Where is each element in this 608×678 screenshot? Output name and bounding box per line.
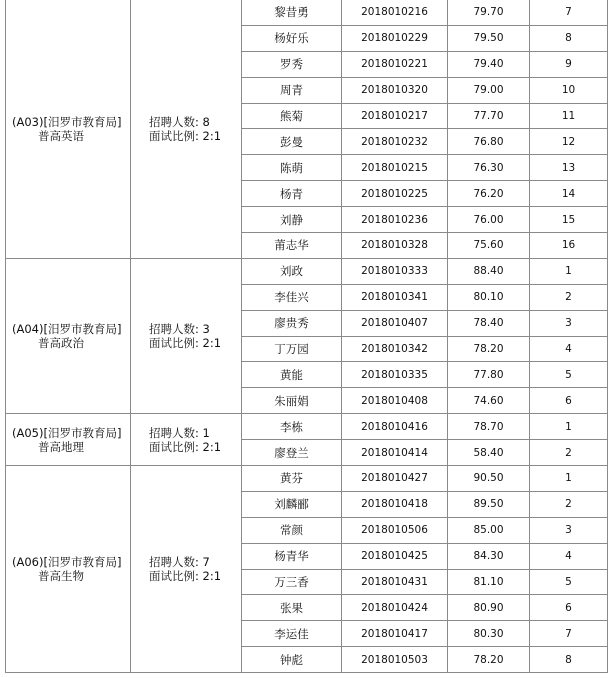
hire-count: 招聘人数: 8 (149, 114, 210, 129)
exam-score: 76.80 (448, 129, 530, 155)
candidate-name: 刘静 (242, 207, 342, 233)
hiring-info-cell (131, 0, 242, 258)
candidate-rank: 7 (530, 0, 608, 25)
exam-number: 2018010506 (342, 517, 448, 543)
position-subject: 普高英语 (38, 128, 84, 143)
exam-score: 89.50 (448, 491, 530, 517)
candidate-name: 丁万园 (242, 336, 342, 362)
candidate-name: 周青 (242, 77, 342, 103)
table-row (6, 258, 608, 284)
exam-number: 2018010333 (342, 258, 448, 284)
exam-score: 80.90 (448, 595, 530, 621)
exam-score: 78.20 (448, 647, 530, 673)
exam-number: 2018010424 (342, 595, 448, 621)
candidate-name: 常颜 (242, 517, 342, 543)
candidate-name: 钟彪 (242, 647, 342, 673)
candidate-name: 熊菊 (242, 103, 342, 129)
candidate-name: 廖登兰 (242, 440, 342, 466)
exam-number: 2018010217 (342, 103, 448, 129)
table-row (6, 466, 608, 492)
candidate-rank: 8 (530, 647, 608, 673)
exam-number: 2018010232 (342, 129, 448, 155)
position-cell (6, 258, 131, 413)
results-table-body (6, 0, 608, 673)
exam-score: 58.40 (448, 440, 530, 466)
exam-number: 2018010320 (342, 77, 448, 103)
exam-number: 2018010341 (342, 284, 448, 310)
exam-number: 2018010427 (342, 466, 448, 492)
candidate-rank: 3 (530, 517, 608, 543)
exam-number: 2018010431 (342, 569, 448, 595)
candidate-name: 李栋 (242, 414, 342, 440)
exam-number: 2018010416 (342, 414, 448, 440)
exam-score: 77.70 (448, 103, 530, 129)
candidate-name: 刘政 (242, 258, 342, 284)
exam-score: 80.30 (448, 621, 530, 647)
exam-number: 2018010417 (342, 621, 448, 647)
candidate-name: 黎昔勇 (242, 0, 342, 25)
candidate-name: 陈萌 (242, 155, 342, 181)
exam-score: 78.40 (448, 310, 530, 336)
candidate-rank: 13 (530, 155, 608, 181)
position-code: (A04)[汨罗市教育局] (12, 322, 122, 337)
exam-score: 81.10 (448, 569, 530, 595)
candidate-name: 张果 (242, 595, 342, 621)
exam-number: 2018010221 (342, 51, 448, 77)
candidate-name: 杨青华 (242, 543, 342, 569)
position-subject: 普高地理 (38, 439, 84, 454)
candidate-name: 杨好乐 (242, 25, 342, 51)
candidate-rank: 4 (530, 336, 608, 362)
candidate-rank: 15 (530, 207, 608, 233)
exam-score: 80.10 (448, 284, 530, 310)
candidate-name: 莆志华 (242, 233, 342, 259)
candidate-name: 廖贵秀 (242, 310, 342, 336)
candidate-rank: 12 (530, 129, 608, 155)
candidate-rank: 2 (530, 284, 608, 310)
candidate-rank: 2 (530, 440, 608, 466)
position-code: (A06)[汨罗市教育局] (12, 555, 122, 570)
interview-ratio: 面试比例: 2:1 (149, 128, 222, 143)
candidate-rank: 14 (530, 181, 608, 207)
candidate-rank: 6 (530, 388, 608, 414)
interview-ratio: 面试比例: 2:1 (149, 569, 222, 584)
candidate-name: 黄能 (242, 362, 342, 388)
exam-score: 79.50 (448, 25, 530, 51)
candidate-rank: 5 (530, 569, 608, 595)
exam-score: 88.40 (448, 258, 530, 284)
candidate-rank: 7 (530, 621, 608, 647)
candidate-rank: 9 (530, 51, 608, 77)
exam-score: 74.60 (448, 388, 530, 414)
position-code: (A05)[汨罗市教育局] (12, 425, 122, 440)
table-row (6, 414, 608, 440)
candidate-rank: 5 (530, 362, 608, 388)
exam-score: 85.00 (448, 517, 530, 543)
hiring-info-cell (131, 466, 242, 673)
candidate-rank: 2 (530, 491, 608, 517)
exam-score: 79.40 (448, 51, 530, 77)
exam-number: 2018010425 (342, 543, 448, 569)
exam-number: 2018010229 (342, 25, 448, 51)
hiring-info-cell (131, 258, 242, 413)
exam-score: 76.00 (448, 207, 530, 233)
candidate-rank: 11 (530, 103, 608, 129)
candidate-rank: 8 (530, 25, 608, 51)
position-cell (6, 0, 131, 258)
candidate-name: 李运佳 (242, 621, 342, 647)
exam-number: 2018010225 (342, 181, 448, 207)
position-cell (6, 414, 131, 466)
exam-number: 2018010414 (342, 440, 448, 466)
candidate-rank: 10 (530, 77, 608, 103)
candidate-name: 黄芬 (242, 466, 342, 492)
exam-score: 90.50 (448, 466, 530, 492)
candidate-name: 朱丽娟 (242, 388, 342, 414)
hire-count: 招聘人数: 1 (149, 425, 210, 440)
candidate-name: 罗秀 (242, 51, 342, 77)
results-table (5, 0, 608, 673)
exam-score: 77.80 (448, 362, 530, 388)
exam-score: 84.30 (448, 543, 530, 569)
candidate-rank: 1 (530, 414, 608, 440)
table-row (6, 0, 608, 25)
exam-number: 2018010408 (342, 388, 448, 414)
candidate-rank: 16 (530, 233, 608, 259)
hiring-info-cell (131, 414, 242, 466)
candidate-rank: 6 (530, 595, 608, 621)
position-code: (A03)[汨罗市教育局] (12, 114, 122, 129)
exam-score: 76.20 (448, 181, 530, 207)
exam-score: 79.00 (448, 77, 530, 103)
exam-score: 78.20 (448, 336, 530, 362)
interview-ratio: 面试比例: 2:1 (149, 336, 222, 351)
candidate-rank: 1 (530, 466, 608, 492)
candidate-name: 李佳兴 (242, 284, 342, 310)
candidate-rank: 3 (530, 310, 608, 336)
exam-number: 2018010503 (342, 647, 448, 673)
exam-score: 78.70 (448, 414, 530, 440)
candidate-name: 万三香 (242, 569, 342, 595)
exam-number: 2018010215 (342, 155, 448, 181)
exam-number: 2018010335 (342, 362, 448, 388)
candidate-name: 刘麟郦 (242, 491, 342, 517)
exam-number: 2018010418 (342, 491, 448, 517)
exam-number: 2018010236 (342, 207, 448, 233)
position-cell (6, 466, 131, 673)
hire-count: 招聘人数: 7 (149, 555, 210, 570)
candidate-rank: 1 (530, 258, 608, 284)
candidate-rank: 4 (530, 543, 608, 569)
exam-score: 75.60 (448, 233, 530, 259)
interview-ratio: 面试比例: 2:1 (149, 439, 222, 454)
exam-number: 2018010407 (342, 310, 448, 336)
position-subject: 普高政治 (38, 336, 84, 351)
candidate-name: 杨青 (242, 181, 342, 207)
candidate-name: 彭曼 (242, 129, 342, 155)
exam-score: 76.30 (448, 155, 530, 181)
hire-count: 招聘人数: 3 (149, 322, 210, 337)
exam-number: 2018010216 (342, 0, 448, 25)
exam-number: 2018010342 (342, 336, 448, 362)
position-subject: 普高生物 (38, 569, 84, 584)
exam-score: 79.70 (448, 0, 530, 25)
exam-number: 2018010328 (342, 233, 448, 259)
